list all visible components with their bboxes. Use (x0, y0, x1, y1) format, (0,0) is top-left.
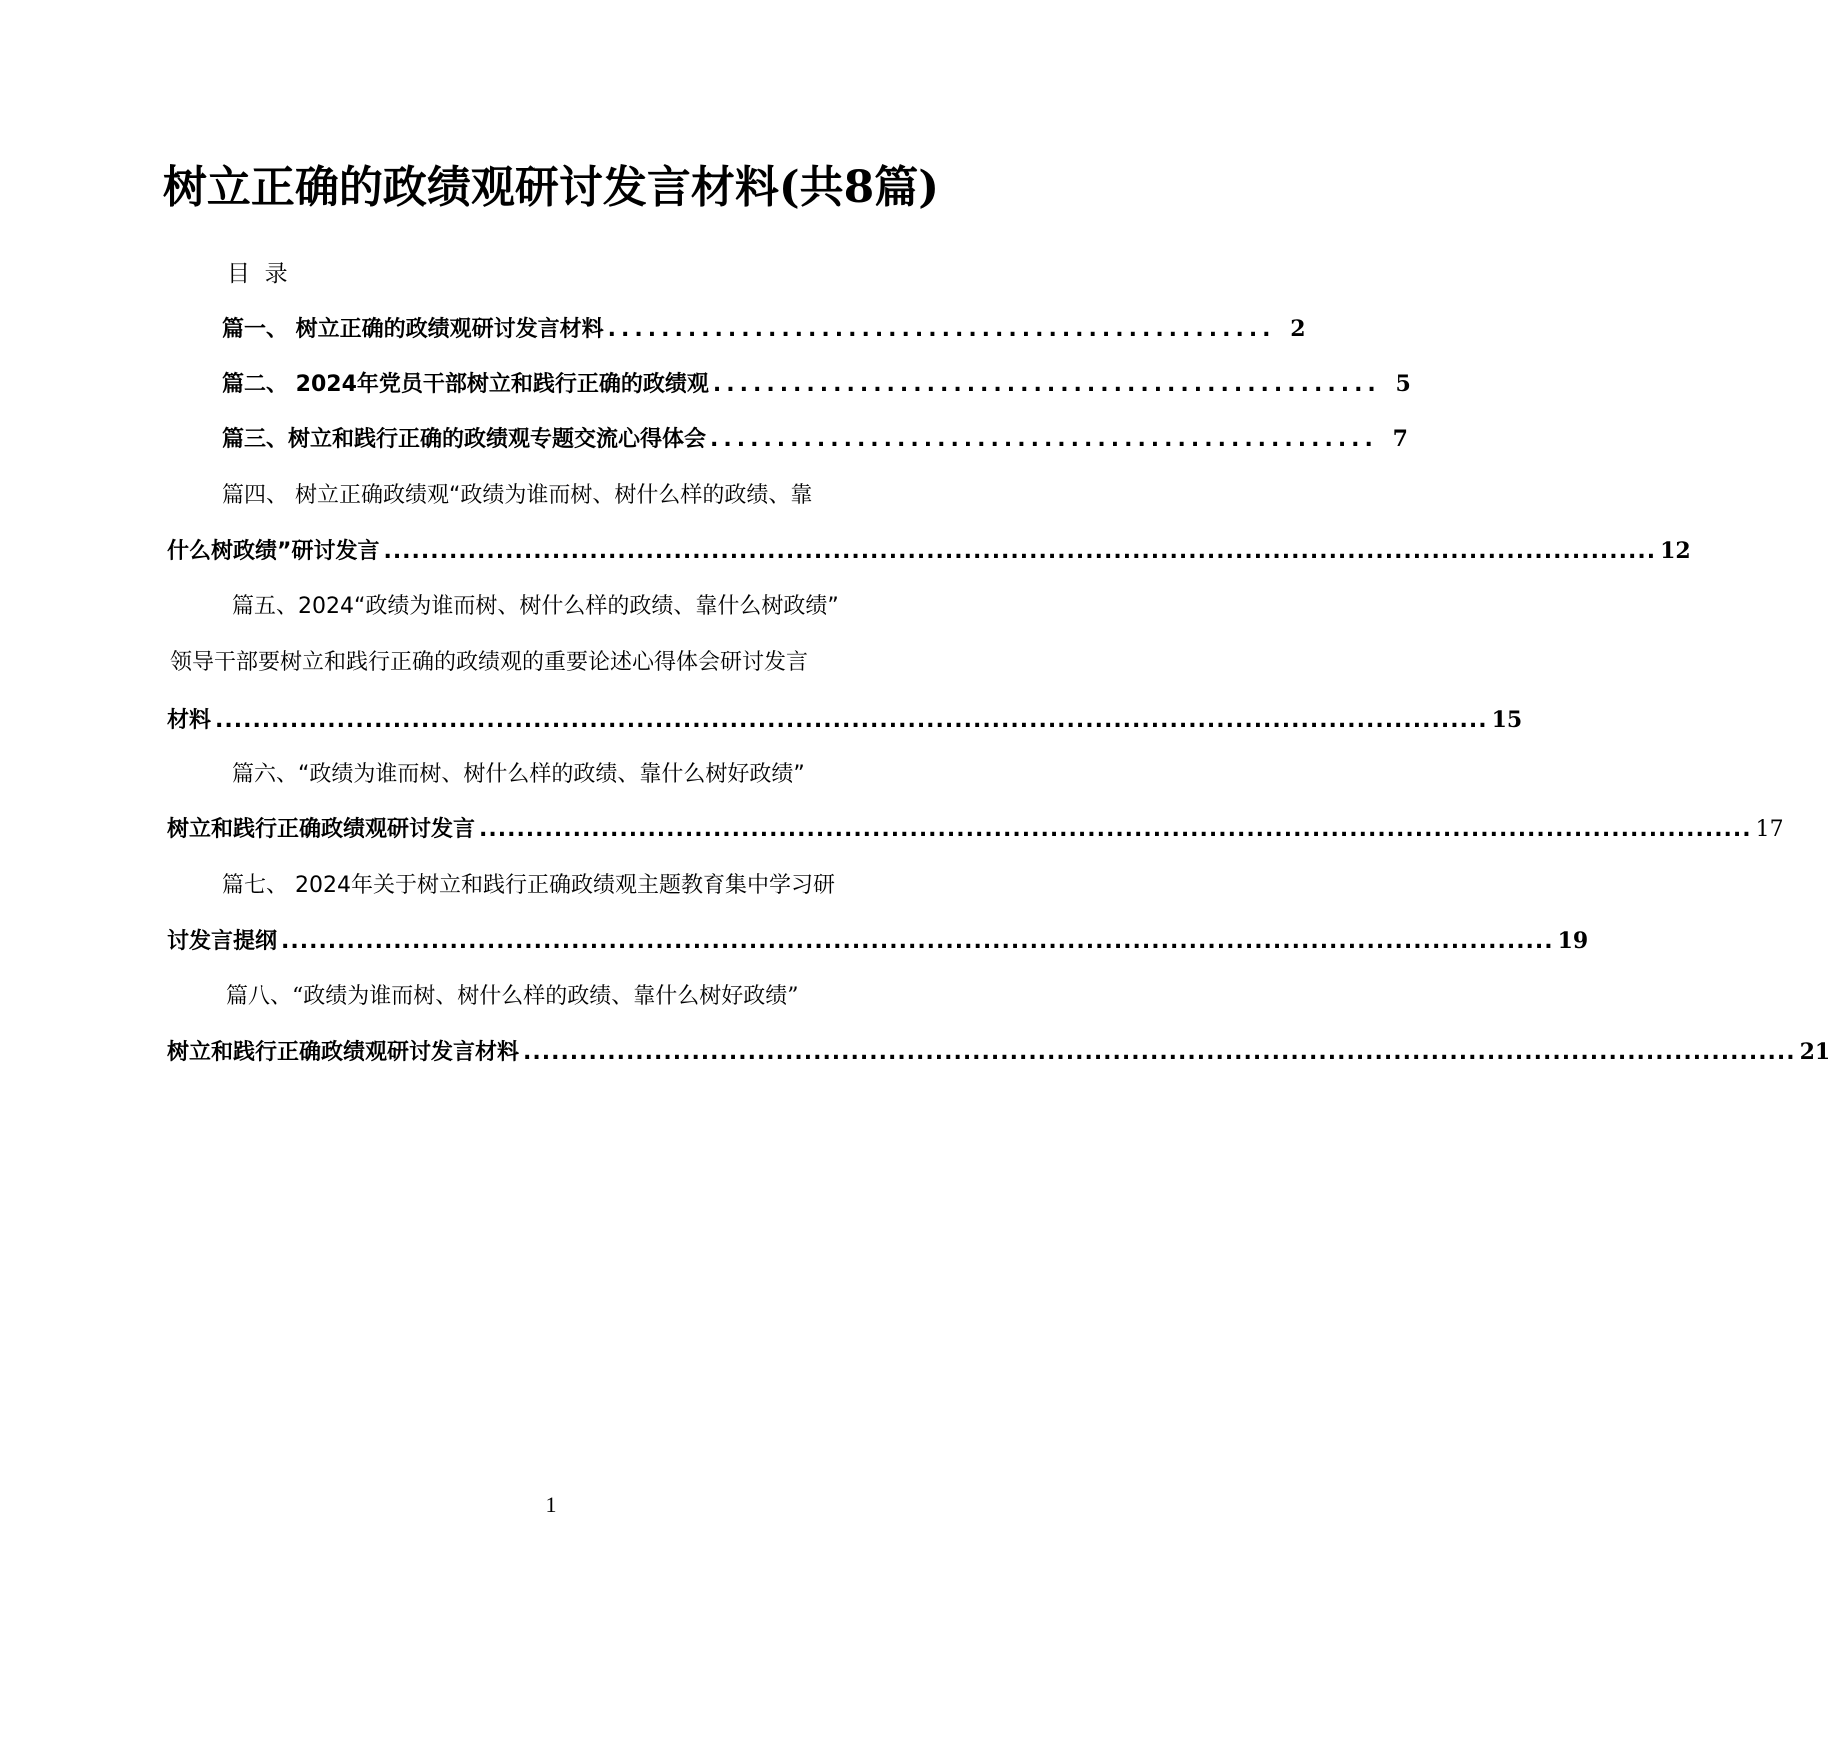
toc-entry-7-line-1[interactable]: 篇七、 2024年关于树立和践行正确政绩观主题教育集中学习研 (222, 873, 835, 898)
toc-entry-3[interactable] (222, 419, 1408, 459)
toc-page-number: 19 (1557, 928, 1589, 954)
toc-entry-4-line-1[interactable]: 篇四、 树立正确政绩观“政绩为谁而树、树什么样的政绩、靠 (222, 483, 813, 508)
toc-page-number: 2 (1290, 316, 1306, 342)
toc-entry-label: 什么树政绩”研讨发言 (167, 539, 380, 564)
toc-entry-8-line-1[interactable]: 篇八、“政绩为谁而树、树什么样的政绩、靠什么树好政绩” (226, 984, 799, 1009)
toc-entry-label: 篇二、 2024年党员干部树立和践行正确的政绩观 (222, 372, 709, 397)
toc-entry-label: 树立和践行正确政绩观研讨发言 (167, 817, 476, 842)
toc-page-number: 17 (1755, 817, 1784, 842)
document-title: 树立正确的政绩观研讨发言材料(共8篇) (162, 162, 940, 213)
toc-entry-label: 篇一、 树立正确的政绩观研讨发言材料 (222, 317, 604, 342)
toc-page-number: 12 (1660, 538, 1691, 564)
toc-entry-7-line-2[interactable] (167, 921, 1589, 961)
toc-leader-dots: .................................................. (710, 427, 1378, 452)
toc-entry-6-line-1[interactable]: 篇六、“政绩为谁而树、树什么样的政绩、靠什么树好政绩” (232, 762, 805, 787)
toc-entry-2[interactable] (222, 364, 1411, 404)
toc-leader-dots: ........................................................................................................................................ (523, 1040, 1796, 1065)
toc-entry-5-line-2[interactable]: 领导干部要树立和践行正确的政绩观的重要论述心得体会研讨发言 (170, 650, 809, 675)
toc-page-number: 15 (1491, 707, 1523, 733)
page-number: 1 (545, 1492, 557, 1517)
toc-entry-label: 材料 (167, 708, 212, 733)
toc-leader-dots: ........................................................................................................................................ (383, 539, 1657, 564)
toc-page-number: 5 (1395, 371, 1411, 397)
toc-leader-dots: .................................................. (712, 372, 1381, 397)
toc-entry-5-line-1[interactable]: 篇五、2024“政绩为谁而树、树什么样的政绩、靠什么树政绩” (232, 594, 839, 619)
toc-entry-label: 篇三、树立和践行正确的政绩观专题交流心得体会 (222, 427, 707, 452)
toc-leader-dots: .................................................. (607, 317, 1276, 342)
toc-entry-4-line-2[interactable] (167, 531, 1691, 571)
toc-entry-label: 讨发言提纲 (167, 929, 278, 954)
toc-entry-8-line-2[interactable] (167, 1032, 1830, 1072)
toc-entry-5-line-3[interactable] (167, 700, 1523, 740)
toc-leader-dots: ........................................................................................................................................ (281, 929, 1554, 954)
toc-entry-label: 树立和践行正确政绩观研讨发言材料 (167, 1040, 520, 1065)
toc-leader-dots: ........................................................................................................................................ (215, 708, 1488, 733)
toc-leader-dots: ........................................................................................................................................ (479, 817, 1752, 842)
toc-entry-1[interactable] (222, 309, 1306, 349)
toc-page-number: 21 (1799, 1039, 1830, 1065)
toc-page-number: 7 (1392, 426, 1408, 452)
toc-heading: 目 录 (227, 261, 288, 287)
toc-entry-6-line-2[interactable] (167, 810, 1784, 850)
